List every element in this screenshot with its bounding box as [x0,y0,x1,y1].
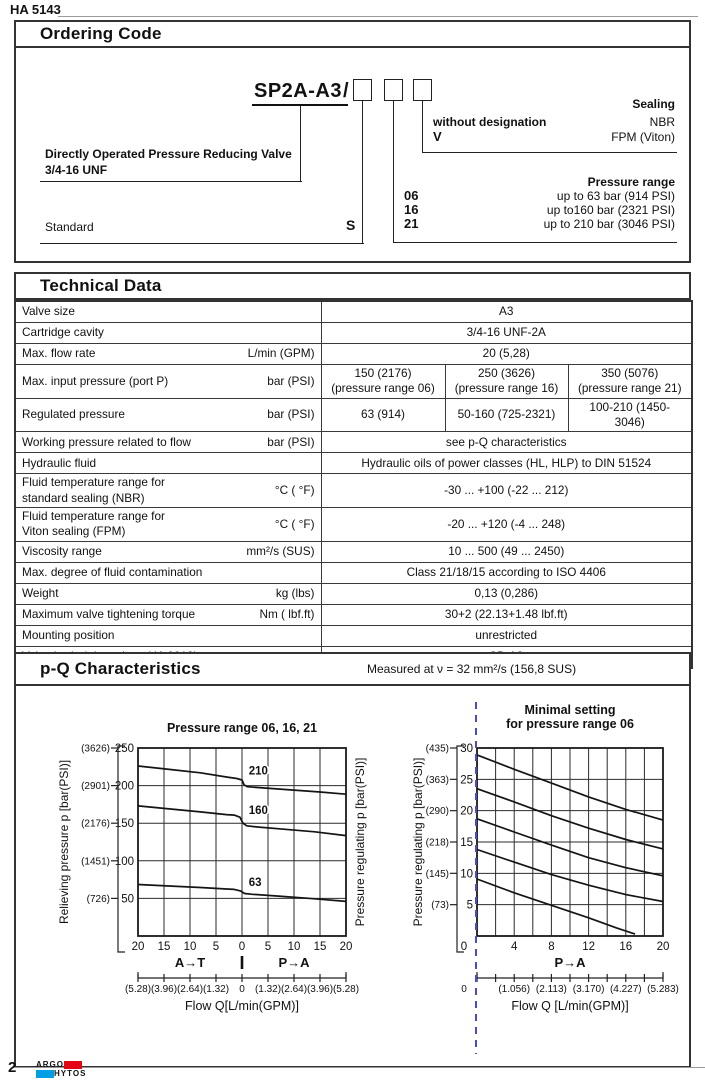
standard-code: S [346,217,356,233]
psi-tick-label: (290) [425,806,449,818]
row-value: Class 21/18/15 according to ISO 4406 [321,562,692,583]
psi-tick-label: (2176) [81,818,110,830]
x-tick-label: 5 [212,941,220,953]
logo-red-block [64,1061,82,1069]
technical-row [15,398,692,432]
row-label: Viscosity range mm²/s (SUS) [15,541,321,562]
technical-row [15,604,692,625]
gpm-tick-label: (2.64) [280,984,308,995]
x-tick-label: 8 [548,941,555,953]
pressure-value-21: up to 210 bar (3046 PSI) [543,217,675,231]
psi-tick-label: (435) [425,743,449,755]
y-tick-label: 100 [114,855,134,868]
y-tick-label: 5 [466,899,473,912]
sealing-value-fpm: FPM (Viton) [611,130,675,144]
pressure-value-06: up to 63 bar (914 PSI) [556,189,675,203]
row-label: Hydraulic fluid [15,453,321,474]
sealing-code-none: without designation [433,115,547,129]
section-title-ordering: Ordering Code [40,24,162,43]
psi-tick-label: (1451) [81,856,110,868]
gpm-tick-label: (5.28) [124,984,152,995]
y-tick-label: 30 [460,743,473,755]
connector-sealing [422,101,423,152]
y-tick-label: 150 [114,818,134,831]
curve-label: 63 [248,876,262,889]
chart-title: Pressure range 06, 16, 21 [166,721,318,735]
section-header-ordering [14,20,691,48]
section-title-pq: p-Q Characteristics [40,659,201,678]
x-tick-label: 12 [582,941,595,953]
gpm-tick-label: (1.32) [202,984,230,995]
curve-label: 210 [248,765,268,778]
row-label: Max. degree of fluid contamination [15,562,321,583]
gpm-tick-label: 0 [239,984,245,995]
gpm-tick-label: (1.056) [498,984,531,995]
x-tick-label: 4 [510,941,518,953]
gpm-tick-label: (3.96) [306,984,334,995]
technical-row [15,301,692,323]
y-tick-label: 200 [114,780,134,793]
sealing-value-nbr: NBR [649,115,675,129]
row-value: A3 [321,301,692,323]
standard-label: Standard [45,220,94,234]
argo-hytos-logo [36,1060,86,1078]
direction-label-left: A→T [174,955,206,970]
technical-row [15,474,692,508]
technical-row [15,625,692,646]
section-title-technical: Technical Data [40,276,162,295]
pressure-value-16: up to160 bar (2321 PSI) [546,203,675,217]
connector-standard [362,101,363,243]
row-label: Fluid temperature range for standard sealing (NBR) °C ( °F) [15,474,321,508]
technical-row [15,562,692,583]
gpm-tick-label: (3.96) [150,984,178,995]
y-axis-label-left: Pressure regulating p [bar(PSI)] [411,757,425,927]
row-value: 20 (5,28) [321,344,692,365]
direction-label-right: P→A [554,955,586,970]
x-tick-label: 15 [157,941,171,953]
psi-tick-label: (2901) [81,781,110,793]
x-tick-label: 20 [131,941,145,953]
row-label: Cartridge cavity [15,323,321,344]
x-tick-label: 5 [264,941,272,953]
x-tick-label: 20 [656,941,670,953]
pressure-code-06: 06 [404,188,419,203]
curve-setting-5 [477,879,635,934]
row-value: 3/4-16 UNF-2A [321,323,692,344]
psi-tick-label: (3626) [81,743,110,755]
order-option-box-1 [353,79,372,101]
model-code: SP2A-A3 [252,80,348,106]
gpm-tick-label: 0 [461,984,467,995]
gpm-tick-label: (3.170) [572,984,605,995]
logo-blue-block [36,1070,54,1078]
gpm-tick-label: (1.32) [254,984,282,995]
doc-number: HA 5143 [10,2,61,17]
connector-pressure [393,101,394,242]
technical-row [15,365,692,399]
connector-model [300,106,301,181]
y-axis-label-left: Relieving pressure p [bar(PSI)] [57,759,71,925]
product-name-line2: 3/4-16 UNF [45,163,108,177]
chart-minimal-setting [392,686,691,1066]
x-axis-label: Flow Q[L/min(GPM)] [185,999,299,1013]
row-value: see p-Q characteristics [321,432,692,453]
gpm-tick-label: (5.28) [332,984,360,995]
gpm-tick-label: (2.113) [535,984,567,995]
pq-measurement-note: Measured at ν = 32 mm²/s (156,8 SUS) [367,662,577,676]
connector-standard-line [40,243,364,244]
gpm-tick-label: (5.283) [647,984,679,995]
row-value: Hydraulic oils of power classes (HL, HLP) to DIN 51524 [321,453,692,474]
order-option-box-3 [413,79,432,101]
direction-label-right: P→A [278,955,310,970]
technical-table [14,300,693,669]
row-label: Max. input pressure (port P) bar (PSI) [15,365,321,399]
page-number: 2 [8,1059,17,1076]
row-label: Max. flow rate L/min (GPM) [15,344,321,365]
chart-pressure-range [14,686,392,1066]
technical-row [15,583,692,604]
row-value: -20 ... +120 (-4 ... 248) [321,507,692,541]
row-label: Weight kg (lbs) [15,583,321,604]
gpm-tick-label: (2.64) [176,984,204,995]
slash-separator: / [343,80,349,102]
row-value: 50-160 (725-2321) [445,398,568,432]
technical-row [15,323,692,344]
pressure-code-21: 21 [404,216,419,231]
chart-title: for pressure range 06 [506,717,634,731]
psi-tick-label: (218) [425,837,449,849]
row-value: 10 ... 500 (49 ... 2450) [321,541,692,562]
chart-title: Minimal setting [524,703,616,717]
row-value: 350 (5076) (pressure range 21) [568,365,692,399]
y-tick-label: 50 [121,893,134,906]
row-label: Mounting position [15,625,321,646]
row-value: -30 ... +100 (-22 ... 212) [321,474,692,508]
connector-product-line [40,181,302,182]
psi-axis-bracket [118,746,125,952]
logo-text-argo: ARGO [36,1059,64,1069]
technical-row [15,344,692,365]
psi-tick-label: (73) [431,900,449,912]
x-tick-label: 0 [238,941,246,953]
pressure-code-16: 16 [404,202,419,217]
x-axis-label: Flow Q [L/min(GPM)] [511,999,629,1013]
technical-row [15,507,692,541]
technical-row [15,541,692,562]
pressure-range-title: Pressure range [587,175,675,189]
row-value: 0,13 (0,286) [321,583,692,604]
y-axis-label-right: Pressure regulating p [bar(PSI)] [353,757,367,927]
psi-tick-label: (363) [425,774,449,786]
connector-sealing-line [422,152,677,153]
row-value: 100-210 (1450-3046) [568,398,692,432]
psi-tick-label: (726) [86,893,110,905]
row-label: Fluid temperature range for Viton sealing (FPM) °C ( °F) [15,507,321,541]
sealing-code-v: V [433,129,442,144]
gpm-tick-label: (4.227) [609,984,642,995]
y-tick-label: 15 [460,837,473,849]
technical-row [15,453,692,474]
sealing-title: Sealing [632,97,675,111]
x-tick-label: 0 [460,941,468,953]
x-tick-label: 20 [339,941,353,953]
row-value: 250 (3626) (pressure range 16) [445,365,568,399]
x-tick-label: 10 [287,941,301,953]
row-value: 150 (2176) (pressure range 06) [321,365,445,399]
x-tick-label: 10 [183,941,197,953]
y-tick-label: 250 [114,743,134,755]
section-header-pq [14,652,691,686]
connector-pressure-line [393,242,677,243]
footer-rule [14,1067,705,1068]
row-value: unrestricted [321,625,692,646]
ordering-diagram [14,48,691,263]
y-tick-label: 10 [460,868,473,881]
row-value: 63 (914) [321,398,445,432]
technical-row [15,432,692,453]
row-label: Maximum valve tightening torque Nm ( lbf.ft) [15,604,321,625]
logo-text-hytos: HYTOS [54,1068,87,1078]
product-name-line1: Directly Operated Pressure Reducing Valve [45,147,292,161]
psi-tick-label: (145) [425,868,449,880]
y-tick-label: 25 [460,774,473,787]
section-header-technical [14,272,691,300]
row-label: Valve size [15,301,321,323]
y-tick-label: 20 [460,805,473,818]
x-tick-label: 16 [619,941,633,953]
row-label: Working pressure related to flow bar (PSI) [15,432,321,453]
curve-label: 160 [248,805,268,818]
x-tick-label: 15 [313,941,327,953]
row-label: Regulated pressure bar (PSI) [15,398,321,432]
row-value: 30+2 (22.13+1.48 lbf.ft) [321,604,692,625]
order-option-box-2 [384,79,403,101]
header-rule [58,16,698,17]
